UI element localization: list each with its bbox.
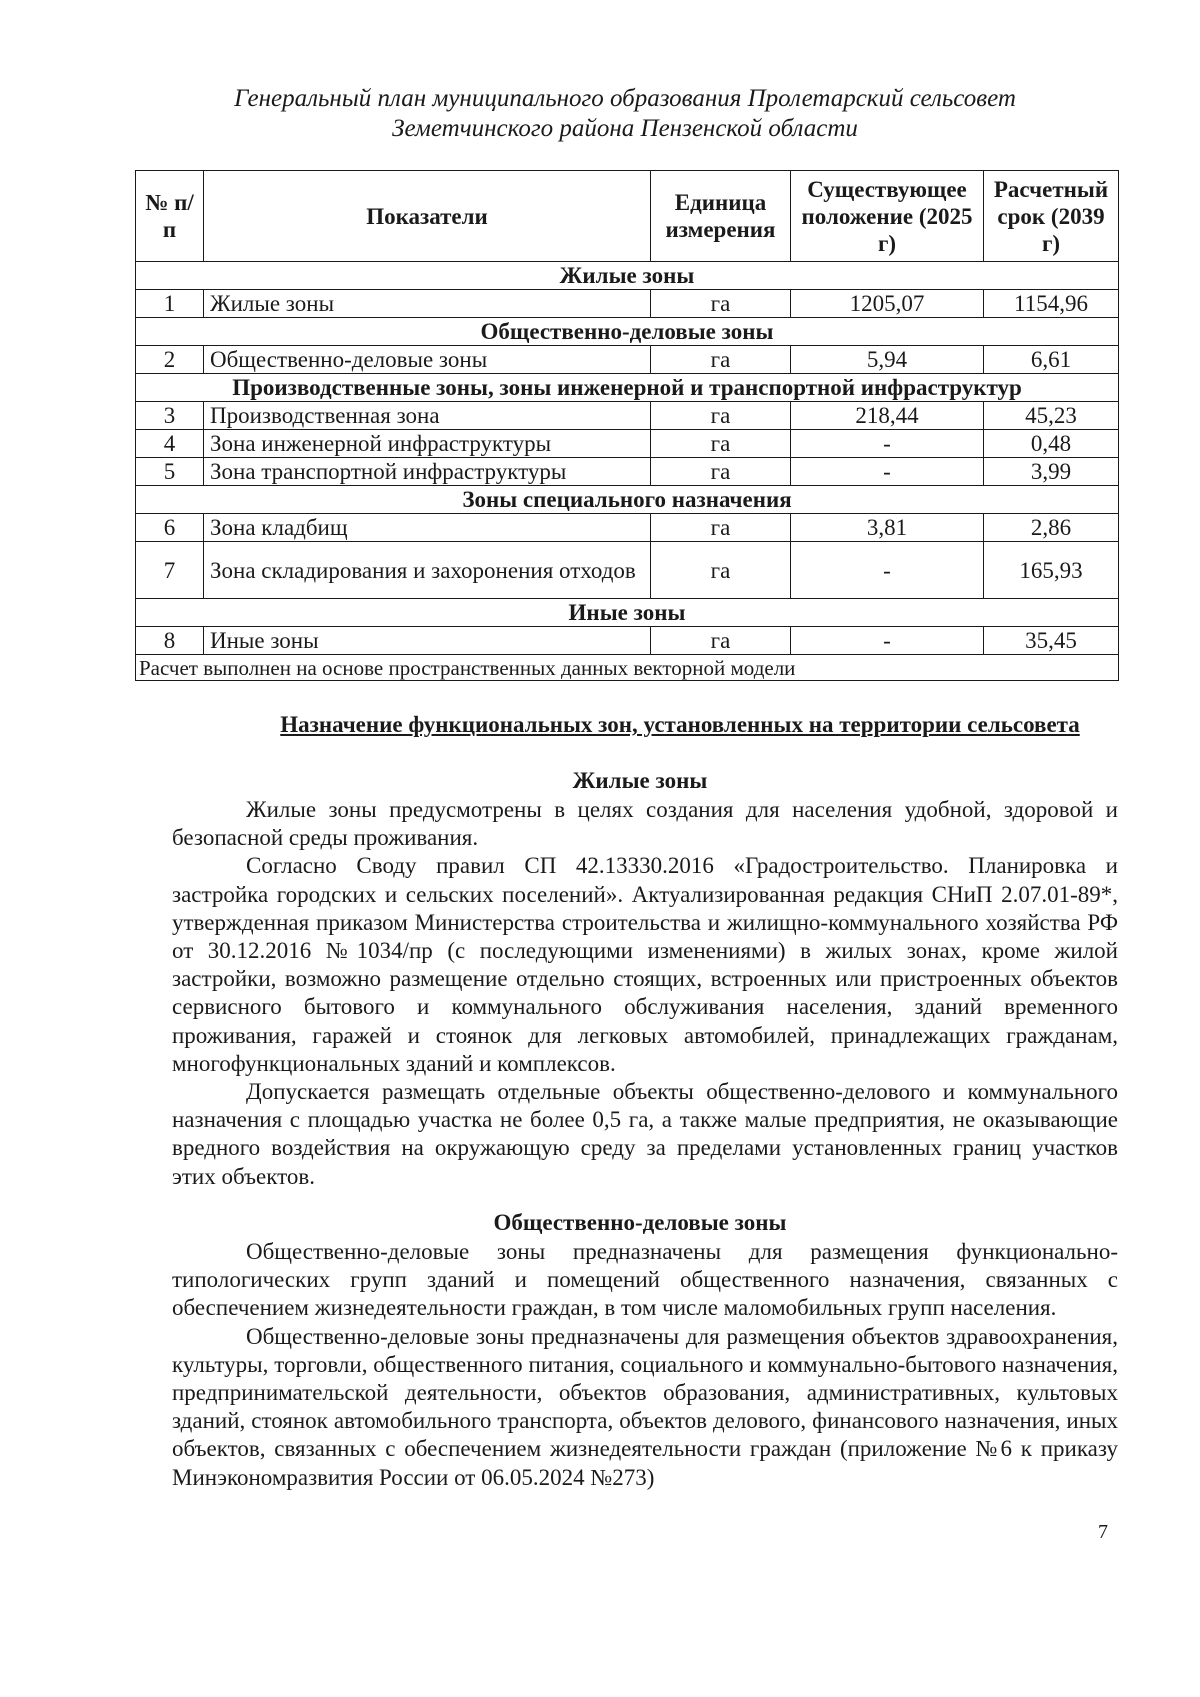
cell-name: Производственная зона — [204, 402, 651, 430]
cell-num: 7 — [136, 542, 204, 599]
table-row — [136, 458, 1119, 486]
header-line-1: Генеральный план муниципального образования Пролетарский сельсовет — [234, 85, 1016, 112]
document-header — [150, 84, 1100, 144]
table-note-row — [136, 655, 1119, 681]
cell-unit: га — [651, 627, 791, 655]
cell-planned: 45,23 — [984, 402, 1119, 430]
table-row — [136, 346, 1119, 374]
cell-name: Зона складирования и захоронения отходов — [204, 542, 651, 599]
cell-num: 6 — [136, 514, 204, 542]
section-title: Зоны специального назначения — [136, 486, 1119, 514]
table-row — [136, 542, 1119, 599]
paragraph: Согласно Своду правил СП 42.13330.2016 «Градостроительство. Планировка и застройка городских и сельских поселений». Актуализированная редакция СНиП 2.07.01-89*, утвержденная приказом Министерства строительства и жилищно-коммунального хозяйства РФ от 30.12.2016 №1034/пр (с последующими изменениями) в жилых зонах, кроме жилой застройки, возможно размещение отдельно стоящих, встроенных или пристроенных объектов сервисного бытового и коммунального обслуживания населения, зданий временного проживания, гаражей и стоянок для легковых автомобилей, принадлежащих гражданам, многофункциональных зданий и комплексов. — [172, 853, 1118, 1076]
cell-num: 3 — [136, 402, 204, 430]
cell-name: Зона кладбищ — [204, 514, 651, 542]
col-header-indicator: Показатели — [204, 171, 651, 262]
cell-existing: - — [791, 627, 984, 655]
cell-existing: 3,81 — [791, 514, 984, 542]
section-row — [136, 374, 1119, 402]
paragraph: Жилые зоны предусмотрены в целях создания для населения удобной, здоровой и безопасной среды проживания. — [172, 797, 1118, 851]
table-row — [136, 290, 1119, 318]
cell-existing: 5,94 — [791, 346, 984, 374]
cell-name: Общественно-деловые зоны — [204, 346, 651, 374]
section-row — [136, 599, 1119, 627]
purpose-title: Назначение функциональных зон, установленных на территории сельсовета — [280, 712, 1080, 737]
cell-unit: га — [651, 542, 791, 599]
cell-existing: - — [791, 430, 984, 458]
section-row — [136, 318, 1119, 346]
section-title: Жилые зоны — [136, 262, 1119, 290]
col-header-existing: Существующее положение (2025 г) — [791, 171, 984, 262]
cell-num: 2 — [136, 346, 204, 374]
cell-name: Зона транспортной инфраструктуры — [204, 458, 651, 486]
table-note: Расчет выполнен на основе пространственных данных векторной модели — [136, 655, 1119, 681]
cell-planned: 3,99 — [984, 458, 1119, 486]
paragraph: Общественно-деловые зоны предназначены для размещения функционально-типологических групп зданий и помещений общественного назначения, связанных с обеспечением жизнедеятельности граждан, в том числе маломобильных групп населения. — [172, 1239, 1118, 1321]
cell-name: Иные зоны — [204, 627, 651, 655]
cell-unit: га — [651, 402, 791, 430]
cell-planned: 0,48 — [984, 430, 1119, 458]
section-title: Общественно-деловые зоны — [136, 318, 1119, 346]
section-row — [136, 262, 1119, 290]
paragraph: Общественно-деловые зоны предназначены для размещения объектов здравоохранения, культуры, торговли, общественного питания, социального и коммунально-бытового назначения, предпринимательской деятельности, объектов образования, административных, культовых зданий, стоянок автомобильного транспорта, объектов делового, финансового назначения, иных объектов, связанных с обеспечением жизнедеятельности граждан (приложение №6 к приказу Минэкономразвития России от 06.05.2024 №273) — [172, 1323, 1118, 1490]
business-heading: Общественно-деловые зоны — [493, 1210, 787, 1235]
cell-num: 1 — [136, 290, 204, 318]
section-title: Иные зоны — [136, 599, 1119, 627]
table-row — [136, 430, 1119, 458]
cell-num: 4 — [136, 430, 204, 458]
cell-num: 5 — [136, 458, 204, 486]
table-header-row — [136, 171, 1119, 262]
zones-balance-table — [135, 170, 1119, 681]
col-header-unit: Единица измерения — [651, 171, 791, 262]
cell-name: Зона инженерной инфраструктуры — [204, 430, 651, 458]
cell-existing: 218,44 — [791, 402, 984, 430]
cell-existing: - — [791, 542, 984, 599]
cell-name: Жилые зоны — [204, 290, 651, 318]
cell-planned: 35,45 — [984, 627, 1119, 655]
cell-planned: 1154,96 — [984, 290, 1119, 318]
header-line-2: Земетчинского района Пензенской области — [392, 115, 858, 142]
cell-unit: га — [651, 290, 791, 318]
cell-existing: 1205,07 — [791, 290, 984, 318]
page-number: 7 — [1098, 1521, 1108, 1543]
cell-existing: - — [791, 458, 984, 486]
residential-text — [172, 796, 1118, 1191]
table-row — [136, 627, 1119, 655]
table-row — [136, 514, 1119, 542]
cell-planned: 2,86 — [984, 514, 1119, 542]
col-header-num: № п/п — [136, 171, 204, 262]
col-header-planned: Расчетный срок (2039 г) — [984, 171, 1119, 262]
residential-heading: Жилые зоны — [572, 768, 708, 793]
paragraph: Допускается размещать отдельные объекты общественно-делового и коммунального назначения с площадью участка не более 0,5 га, а также малые предприятия, не оказывающие вредного воздействия на окружающую среду за пределами установленных границ участков этих объектов. — [172, 1079, 1118, 1189]
cell-num: 8 — [136, 627, 204, 655]
section-row — [136, 486, 1119, 514]
cell-unit: га — [651, 430, 791, 458]
cell-planned: 6,61 — [984, 346, 1119, 374]
section-title: Производственные зоны, зоны инженерной и транспортной инфраструктур — [136, 374, 1119, 402]
business-text — [172, 1238, 1118, 1492]
cell-unit: га — [651, 458, 791, 486]
cell-unit: га — [651, 514, 791, 542]
table-row — [136, 402, 1119, 430]
cell-planned: 165,93 — [984, 542, 1119, 599]
zones-table-container — [135, 170, 1118, 681]
cell-unit: га — [651, 346, 791, 374]
